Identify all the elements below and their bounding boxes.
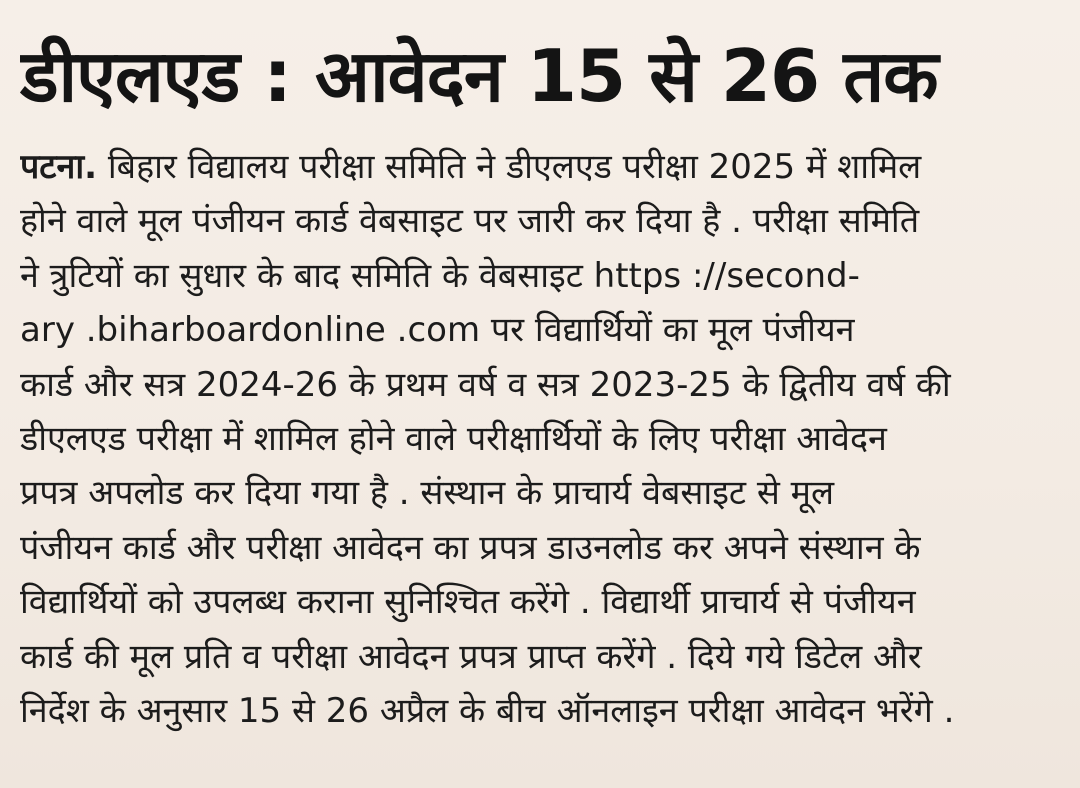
- headline: डीएलएड : आवेदन 15 से 26 तक: [20, 34, 938, 118]
- body-line-4: ary .biharboardonline .com पर विद्यार्थियों का मूल पंजीयन: [20, 310, 855, 351]
- body-line-3: ने त्रुटियों का सुधार के बाद समिति के वेबसाइट https ://second-: [20, 255, 860, 296]
- body-line-9: विद्यार्थियों को उपलब्ध कराना सुनिश्चित करेंगे . विद्यार्थी प्राचार्य से पंजीयन: [20, 582, 916, 623]
- body-line-6: डीएलएड परीक्षा में शामिल होने वाले परीक्षार्थियों के लिए परीक्षा आवेदन: [20, 418, 887, 459]
- dateline: पटना.: [20, 147, 98, 187]
- body-line-2: होने वाले मूल पंजीयन कार्ड वेबसाइट पर जारी कर दिया है . परीक्षा समिति: [20, 201, 920, 242]
- article-body: [20, 140, 1070, 738]
- body-line-1: [20, 140, 1070, 194]
- body-line-11: निर्देश के अनुसार 15 से 26 अप्रैल के बीच ऑनलाइन परीक्षा आवेदन भरेंगे .: [20, 690, 955, 731]
- body-line-1-text: बिहार विद्यालय परीक्षा समिति ने डीएलएड परीक्षा 2025 में शामिल: [97, 147, 922, 187]
- body-line-10: कार्ड की मूल प्रति व परीक्षा आवेदन प्रपत्र प्राप्त करेंगे . दिये गये डिटेल और: [20, 636, 922, 677]
- body-line-5: कार्ड और सत्र 2024-26 के प्रथम वर्ष व सत्र 2023-25 के द्वितीय वर्ष की: [20, 364, 951, 405]
- body-line-8: पंजीयन कार्ड और परीक्षा आवेदन का प्रपत्र डाउनलोड कर अपने संस्थान के: [20, 527, 921, 568]
- body-line-7: प्रपत्र अपलोड कर दिया गया है . संस्थान के प्राचार्य वेबसाइट से मूल: [20, 473, 835, 514]
